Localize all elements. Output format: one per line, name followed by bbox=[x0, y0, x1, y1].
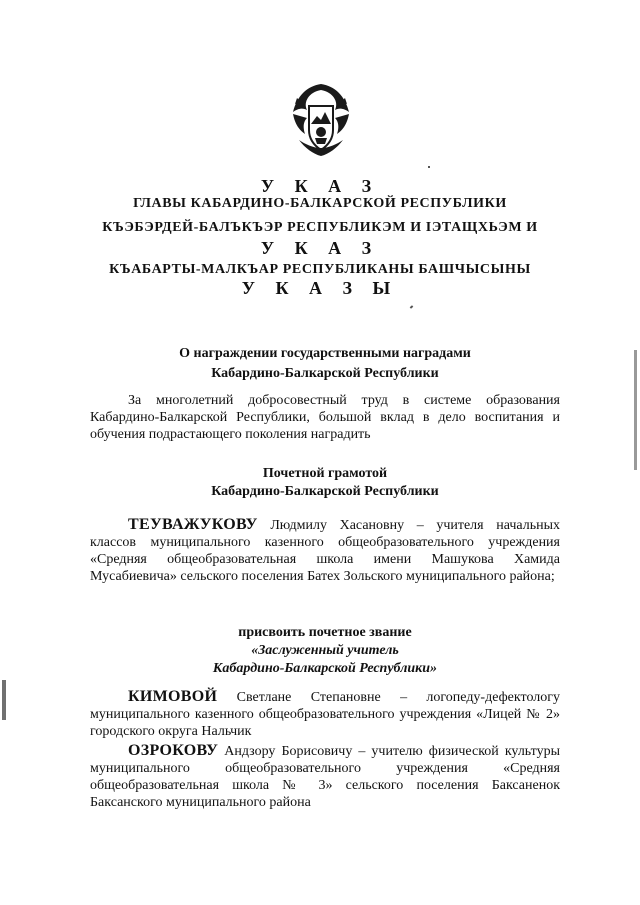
subject-line-2: Кабардино-Балкарской Республики bbox=[211, 366, 439, 381]
award1-line-1: Почетной грамотой bbox=[262, 466, 388, 481]
issuer-kabardian: КЪЭБЭРДЕЙ-БАЛЪКЪЭР РЕСПУБЛИКЭМ И ІЭТАЩХЬЭМ И bbox=[102, 220, 538, 235]
issuer-balkar: КЪАБАРТЫ-МАЛКЪАР РЕСПУБЛИКАНЫ БАШЧЫСЫНЫ bbox=[109, 262, 531, 277]
awardee-paragraph-2 bbox=[90, 688, 560, 740]
awardee-text-2: Светлане Степановне – логопеду-дефектологу муниципального казенного общеобразовательного учреждения «Лицей № 2» городского округа Нальчик bbox=[90, 690, 560, 739]
awardee-text-1: Людмилу Хасановну – учителя начальных классов муниципального казенного общеобразовательного учреждения «Средняя общеобразовательная школа имени Машукова Хамида Мусабиевича» сельского поселения Батех Зольского муниципального района; bbox=[90, 518, 560, 584]
award-heading-2 bbox=[90, 624, 560, 678]
scan-speck bbox=[410, 305, 414, 308]
decree-heading-balkar: У К А З Ы bbox=[241, 278, 399, 298]
awardee-surname-1: ТЕУВАЖУКОВУ bbox=[128, 516, 258, 533]
awardee-surname-3: ОЗРОКОВУ bbox=[128, 742, 219, 759]
awardee-paragraph-3 bbox=[90, 742, 560, 811]
coat-of-arms-emblem bbox=[289, 78, 353, 162]
scan-speck bbox=[428, 166, 430, 168]
award-heading-1 bbox=[90, 465, 560, 501]
award2-line-2: «Заслуженный учитель bbox=[251, 643, 399, 658]
intro-paragraph bbox=[90, 392, 560, 443]
subject-line-1: О награждении государственными наградами bbox=[179, 346, 471, 361]
awardee-text-3: Андзору Борисовичу – учителю физической культуры муниципального общеобразовательного учреждения «Средняя общеобразовательная школа № 3» сельского поселения Баксаненок Баксанского муниципального района bbox=[90, 744, 560, 810]
intro-text: За многолетний добросовестный труд в системе образования Кабардино-Балкарской Республики, большой вклад в дело воспитания и обучения подрастающего поколения наградить bbox=[90, 393, 560, 442]
decree-heading-kabardian: У К А З bbox=[260, 238, 380, 258]
awardee-paragraph-1 bbox=[90, 516, 560, 585]
scan-edge-mark-left bbox=[2, 680, 6, 720]
awardee-surname-2: КИМОВОЙ bbox=[128, 688, 218, 705]
award2-line-3: Кабардино-Балкарской Республики» bbox=[212, 661, 438, 676]
scan-edge-mark-right bbox=[634, 350, 637, 470]
decree-heading-russian: У К А З bbox=[260, 176, 380, 196]
decree-subject bbox=[90, 344, 560, 384]
issuer-russian: ГЛАВЫ КАБАРДИНО-БАЛКАРСКОЙ РЕСПУБЛИКИ bbox=[133, 196, 507, 211]
award2-line-1: присвоить почетное звание bbox=[238, 625, 412, 640]
award1-line-2: Кабардино-Балкарской Республики bbox=[211, 484, 439, 499]
